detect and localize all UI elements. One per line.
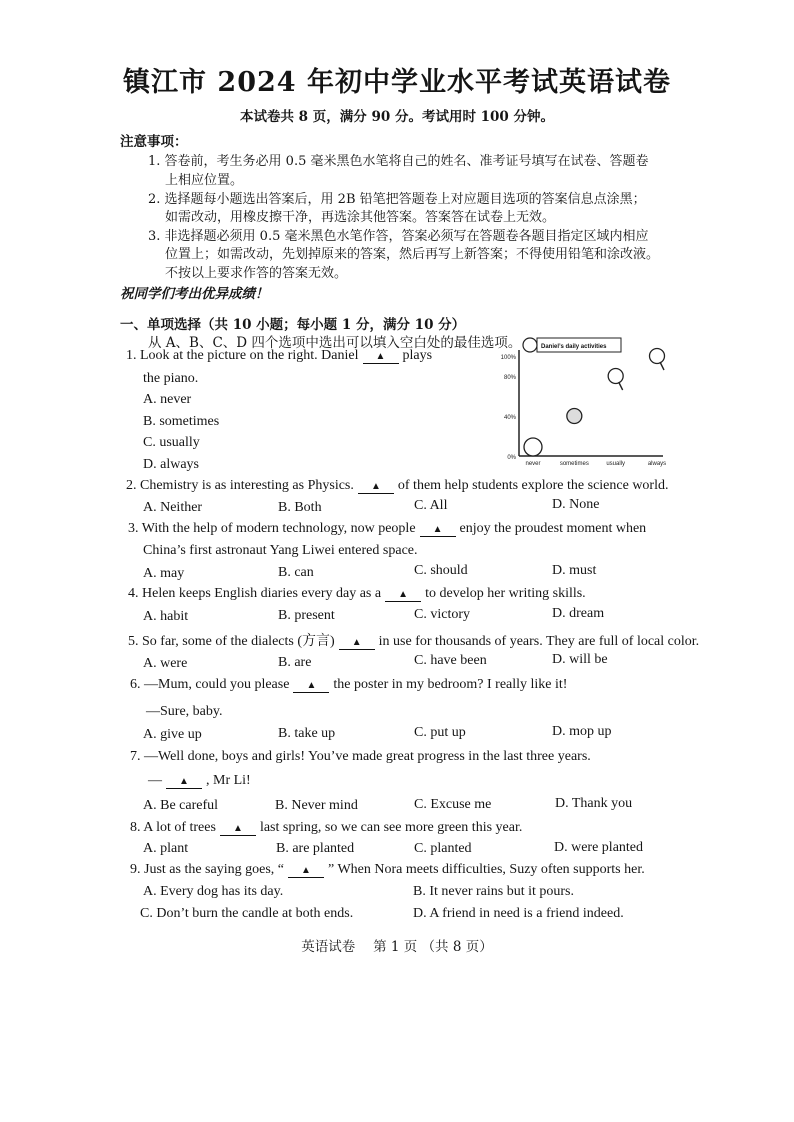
option-a[interactable]: A. habit <box>143 609 189 624</box>
option-d[interactable]: D. will be <box>552 652 608 667</box>
notice-line: 位置上；如需改动，先划掉原来的答案，然后再写上新答案；不得使用铅笔和涂改液。 <box>165 247 660 262</box>
section-intro: 从 A、B、C、D 四个选项中选出可以填入空白处的最佳选项。 <box>148 335 522 351</box>
option-b[interactable]: B. sometimes <box>143 414 220 429</box>
x-tick-label: always <box>647 461 667 467</box>
option-b[interactable]: B. are <box>278 655 312 670</box>
option-b[interactable]: B. are planted <box>276 841 355 856</box>
notice-line: 不按以上要求作答的答案无效。 <box>165 266 348 281</box>
answer-blank[interactable]: ▲ <box>288 865 324 878</box>
option-b[interactable]: B. It never rains but it pours. <box>413 884 574 899</box>
notice-line: 1. 答卷前，考生务必用 0.5 毫米黑色水笔将自己的姓名、准考证号填写在试卷、答题卷 <box>148 154 649 169</box>
page-footer: 英语试卷 第 1 页 （共 8 页） <box>301 939 493 955</box>
question-9: 9. Just as the saying goes, “ ▲ ” When Nora meets difficulties, Suzy often supports her. <box>130 862 645 877</box>
option-d[interactable]: D. mop up <box>552 724 612 739</box>
notice-line: 2. 选择题每小题选出答案后，用 2B 铅笔把答题卷上对应题目选项的答案信息点涂黑； <box>148 192 646 207</box>
chart-svg <box>493 334 683 474</box>
answer-blank[interactable]: ▲ <box>339 637 375 650</box>
option-d[interactable]: D. were planted <box>554 840 644 855</box>
option-a[interactable]: A. Be careful <box>143 798 219 813</box>
option-c[interactable]: C. victory <box>414 607 470 622</box>
exam-title: 镇江市 2024 年初中学业水平考试英语试卷 <box>123 67 671 98</box>
daily-activities-chart <box>493 334 683 474</box>
notice-line: 如需改动，用橡皮擦干净，再选涂其他答案。答案答在试卷上无效。 <box>165 210 556 225</box>
option-c[interactable]: C. usually <box>143 435 200 450</box>
option-a[interactable]: A. Every dog has its day. <box>143 884 284 899</box>
option-d[interactable]: D. A friend in need is a friend indeed. <box>413 906 624 921</box>
x-tick-label: usually <box>606 461 626 467</box>
activity-point-reading <box>567 409 582 424</box>
answer-blank[interactable]: ▲ <box>358 481 394 494</box>
option-a[interactable]: A. give up <box>143 727 202 742</box>
y-tick-label: 0% <box>507 455 516 461</box>
option-b[interactable]: B. can <box>278 565 314 580</box>
option-a[interactable]: A. Neither <box>143 500 203 515</box>
activity-point-table-tennis <box>650 349 665 364</box>
y-tick-label: 100% <box>500 355 516 361</box>
option-b[interactable]: B. Both <box>278 500 322 515</box>
answer-blank[interactable]: ▲ <box>420 524 456 537</box>
question-5: 5. So far, some of the dialects (方言) ▲ in use for thousands of years. They are full of local color. <box>128 634 700 649</box>
question-4: 4. Helen keeps English diaries every day as a ▲ to develop her writing skills. <box>128 586 586 601</box>
option-d[interactable]: D. always <box>143 457 199 472</box>
option-b[interactable]: B. Never mind <box>275 798 358 813</box>
option-c[interactable]: C. All <box>414 498 448 513</box>
notice-line: 3. 非选择题必须用 0.5 毫米黑色水笔作答，答案必须写在答题卷各题目指定区域内相应 <box>148 229 649 244</box>
option-d[interactable]: D. None <box>552 497 600 512</box>
question-1: 1. Look at the picture on the right. Daniel ▲ plays <box>126 348 433 363</box>
option-c[interactable]: C. Excuse me <box>414 797 492 812</box>
activity-point-piano <box>524 438 542 456</box>
racket-handle <box>660 362 664 370</box>
answer-blank[interactable]: ▲ <box>385 589 421 602</box>
option-c[interactable]: C. Don’t burn the candle at both ends. <box>140 906 354 921</box>
daniel-avatar <box>523 338 537 352</box>
question-7: 7. —Well done, boys and girls! You’ve made great progress in the last three years. <box>130 749 591 764</box>
activity-point-badminton <box>608 369 623 384</box>
question-3: 3. With the help of modern technology, now people ▲ enjoy the proudest moment when <box>128 521 647 536</box>
question-6-reply: —Sure, baby. <box>146 704 223 719</box>
option-a[interactable]: A. were <box>143 656 188 671</box>
y-tick-label: 80% <box>503 375 516 381</box>
option-c[interactable]: C. put up <box>414 725 466 740</box>
answer-blank[interactable]: ▲ <box>220 823 256 836</box>
option-a[interactable]: A. never <box>143 392 192 407</box>
answer-blank[interactable]: ▲ <box>166 776 202 789</box>
question-2: 2. Chemistry is as interesting as Physics. ▲ of them help students explore the science world. <box>126 478 669 493</box>
option-c[interactable]: C. have been <box>414 653 487 668</box>
option-c[interactable]: C. planted <box>414 841 472 856</box>
chart-title: Daniel’s daily activities <box>541 344 607 350</box>
x-tick-label: never <box>525 461 541 467</box>
answer-blank[interactable]: ▲ <box>293 680 329 693</box>
option-b[interactable]: B. take up <box>278 726 336 741</box>
option-d[interactable]: D. Thank you <box>555 796 633 811</box>
option-d[interactable]: D. must <box>552 563 597 578</box>
option-d[interactable]: D. dream <box>552 606 605 621</box>
option-a[interactable]: A. may <box>143 566 185 581</box>
option-c[interactable]: C. should <box>414 563 468 578</box>
option-b[interactable]: B. present <box>278 608 335 623</box>
good-luck-wish: 祝同学们考出优异成绩！ <box>120 286 269 302</box>
answer-blank[interactable]: ▲ <box>363 351 399 364</box>
notice-line: 上相应位置。 <box>165 173 244 188</box>
x-tick-label: sometimes <box>559 461 589 467</box>
question-1-cont: the piano. <box>143 371 199 386</box>
racket-handle <box>619 382 623 390</box>
y-tick-label: 40% <box>503 415 516 421</box>
section-title: 一、单项选择（共 10 小题；每小题 1 分，满分 10 分） <box>120 317 466 333</box>
question-3-cont: China’s first astronaut Yang Liwei entered space. <box>143 543 418 558</box>
question-6: 6. —Mum, could you please ▲ the poster in my bedroom? I really like it! <box>130 677 568 692</box>
question-8: 8. A lot of trees ▲ last spring, so we can see more green this year. <box>130 820 523 835</box>
notice-heading: 注意事项： <box>120 134 188 150</box>
exam-subtitle: 本试卷共 8 页，满分 90 分。考试用时 100 分钟。 <box>239 109 555 125</box>
question-7-reply: — ▲ , Mr Li! <box>148 773 251 788</box>
option-a[interactable]: A. plant <box>143 841 189 856</box>
